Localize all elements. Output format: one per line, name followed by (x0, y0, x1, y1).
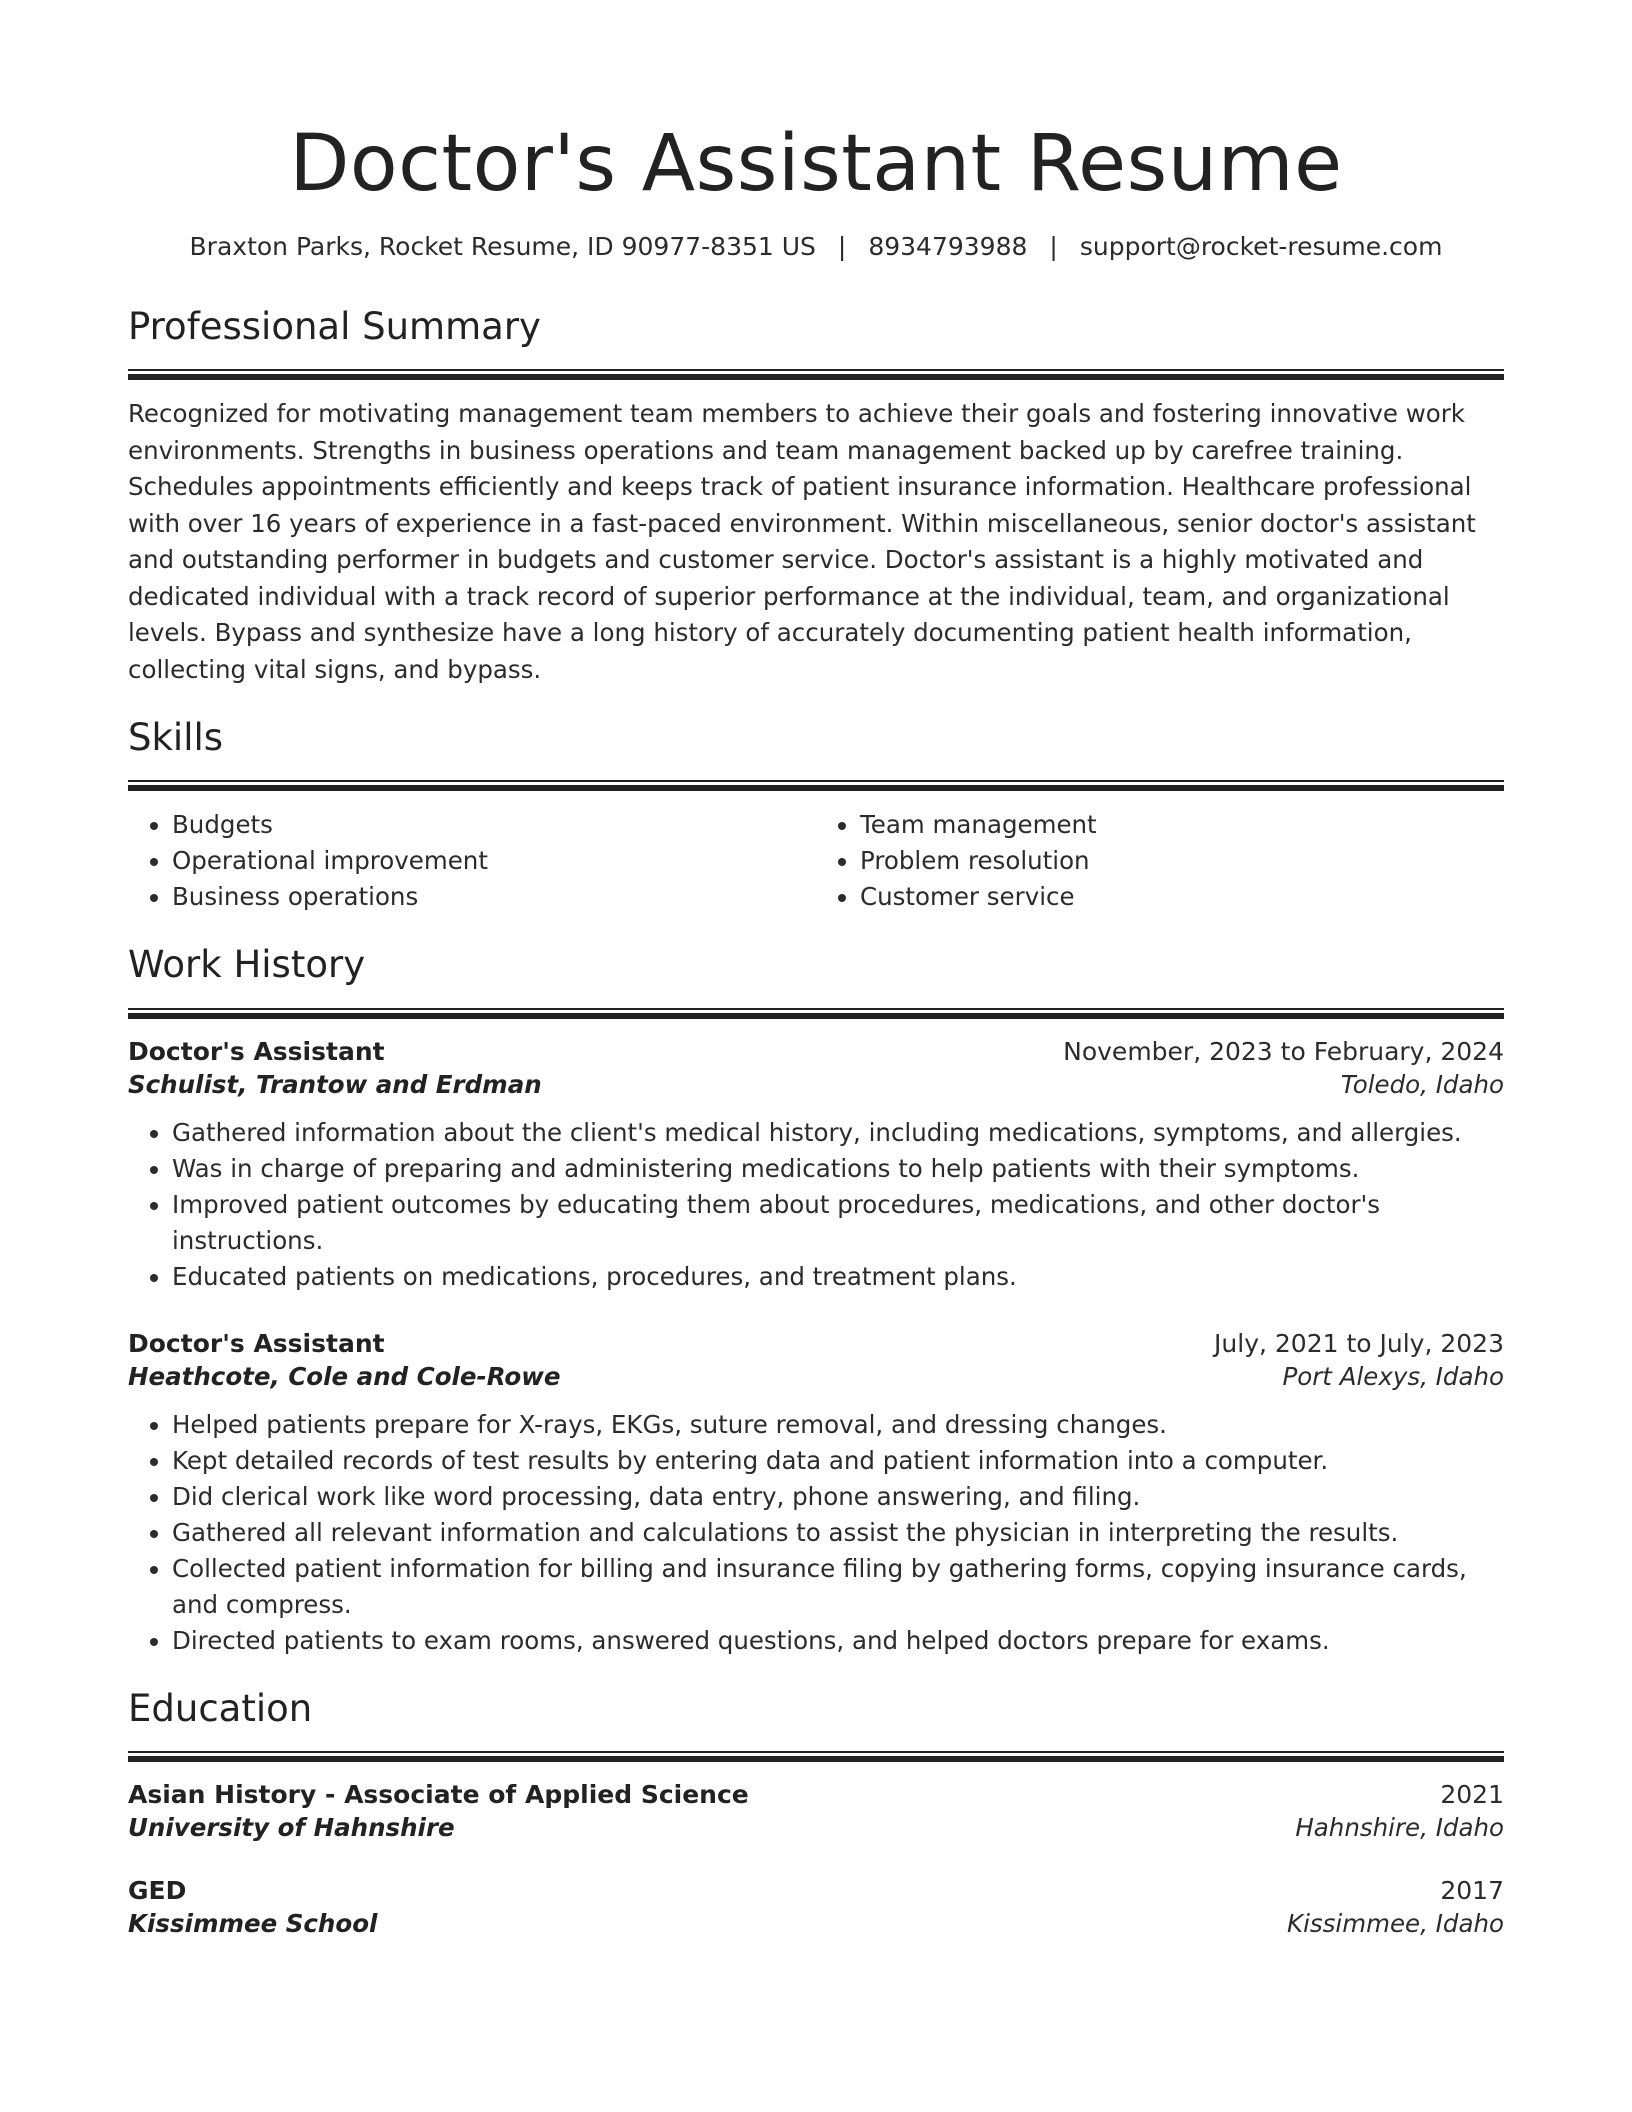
education-location: Hahnshire, Idaho (1295, 1813, 1504, 1843)
section-divider (128, 369, 1504, 380)
education-year: 2021 (1440, 1780, 1504, 1810)
section-heading-work: Work History (128, 943, 366, 987)
skill-item: • Budgets (172, 807, 816, 843)
job-employer-row (128, 1070, 1504, 1099)
education-location: Kissimmee, Idaho (1287, 1909, 1504, 1939)
skills-column-right (816, 807, 1504, 915)
skill-item: • Problem resolution (860, 843, 1504, 879)
skill-item: • Business operations (172, 879, 816, 915)
contact-line (128, 232, 1504, 261)
job-title: Doctor's Assistant (128, 1036, 385, 1066)
job-dates: July, 2021 to July, 2023 (1214, 1328, 1504, 1358)
job-bullet: • Gathered all relevant information and calculations to assist the physician in interpreting the results. (172, 1515, 1504, 1551)
job-employer-row (128, 1362, 1504, 1391)
skill-item: • Team management (860, 807, 1504, 843)
professional-summary-section (128, 305, 1504, 688)
education-entry (128, 1780, 1504, 1842)
job-bullet: • Directed patients to exam rooms, answered questions, and helped doctors prepare for exams. (172, 1623, 1504, 1659)
education-degree-row (128, 1876, 1504, 1905)
skill-item: • Customer service (860, 879, 1504, 915)
job-bullets (128, 1115, 1504, 1295)
job-entry (128, 1037, 1504, 1295)
job-title-row (128, 1329, 1504, 1358)
job-bullet: • Improved patient outcomes by educating them about procedures, medications, and other doctor's instructions. (172, 1187, 1504, 1259)
education-school-row (128, 1909, 1504, 1938)
job-bullets (128, 1407, 1504, 1659)
job-location: Port Alexys, Idaho (1282, 1361, 1504, 1391)
job-employer: Heathcote, Cole and Cole-Rowe (128, 1361, 561, 1391)
education-entry (128, 1876, 1504, 1938)
work-history-section (128, 943, 1504, 1658)
education-section (128, 1687, 1504, 1938)
job-bullet: • Gathered information about the client's medical history, including medications, symptoms, and allergies. (172, 1115, 1504, 1151)
job-bullet: • Was in charge of preparing and administering medications to help patients with their symptoms. (172, 1151, 1504, 1187)
resume-title: Doctor's Assistant Resume (289, 119, 1343, 209)
section-heading-summary: Professional Summary (128, 304, 541, 348)
education-degree: Asian History - Associate of Applied Science (128, 1780, 749, 1810)
skills-section (128, 716, 1504, 915)
education-year: 2017 (1440, 1876, 1504, 1906)
contact-phone: 8934793988 (868, 231, 1028, 261)
contact-separator: | (837, 231, 847, 261)
job-bullet: • Collected patient information for billing and insurance filing by gathering forms, copying insurance cards, and compress. (172, 1551, 1504, 1623)
job-employer: Schulist, Trantow and Erdman (128, 1069, 542, 1099)
job-bullet: • Educated patients on medications, procedures, and treatment plans. (172, 1259, 1504, 1295)
education-school-row (128, 1813, 1504, 1842)
section-divider (128, 1751, 1504, 1762)
job-bullet: • Helped patients prepare for X-rays, EKGs, suture removal, and dressing changes. (172, 1407, 1504, 1443)
contact-separator: | (1049, 231, 1058, 261)
job-location: Toledo, Idaho (1340, 1069, 1504, 1099)
contact-address: Braxton Parks, Rocket Resume, ID 90977-8351 US (189, 231, 816, 261)
skill-item: • Operational improvement (172, 843, 816, 879)
contact-email: support@rocket-resume.com (1079, 231, 1443, 261)
section-heading-skills: Skills (128, 716, 224, 760)
skills-column-left (128, 807, 816, 915)
job-entry (128, 1329, 1504, 1659)
education-degree-row (128, 1780, 1504, 1809)
job-dates: November, 2023 to February, 2024 (1063, 1036, 1504, 1066)
job-title: Doctor's Assistant (128, 1328, 385, 1358)
section-divider (128, 780, 1504, 791)
job-bullet: • Did clerical work like word processing, data entry, phone answering, and filing. (172, 1479, 1504, 1515)
education-degree: GED (128, 1876, 187, 1906)
education-school: University of Hahnshire (128, 1813, 455, 1843)
skills-grid (128, 807, 1504, 915)
education-school: Kissimmee School (128, 1909, 378, 1939)
job-bullet: • Kept detailed records of test results by entering data and patient information into a computer. (172, 1443, 1504, 1479)
job-title-row (128, 1037, 1504, 1066)
section-divider (128, 1008, 1504, 1019)
section-heading-education: Education (128, 1686, 313, 1730)
summary-text: Recognized for motivating management team members to achieve their goals and fostering innovative work environments. Strengths in business operations and team management backed up by carefree training. Schedules appointments efficiently and keeps track of patient insurance information. Healthcare professional with over 16 years of experience in a fast-paced environment. Within miscellaneous, senior doctor's assistant and outstanding performer in budgets and customer service. Doctor's assistant is a highly motivated and dedicated individual with a track record of superior performance at the individual, team, and organizational levels. Bypass and synthesize have a long history of accurately documenting patient health information, collecting vital signs, and bypass. (128, 399, 1476, 684)
